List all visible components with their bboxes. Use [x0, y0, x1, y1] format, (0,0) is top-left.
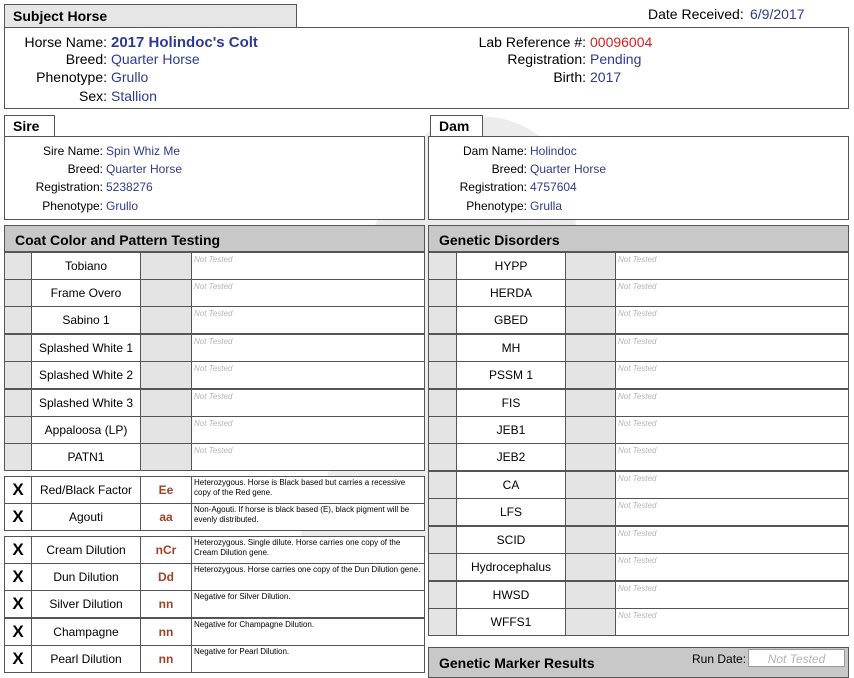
result-description: Negative for Champagne Dilution. [191, 618, 425, 646]
disorder-result: Not Tested [615, 389, 849, 417]
subject-section-title: Subject Horse [13, 8, 108, 24]
disorder-name: GBED [456, 306, 566, 334]
sex-value: Stallion [111, 88, 157, 104]
genotype-cell [140, 443, 192, 471]
disorder-result: Not Tested [615, 416, 849, 444]
coat-untested-row [4, 361, 425, 389]
coat-untested-row [4, 443, 425, 471]
mark-cell [428, 553, 457, 581]
result-description: Heterozygous. Horse is Black based but carries a recessive copy of the Red gene. [191, 476, 425, 504]
genotype-cell [565, 443, 616, 471]
genotype-cell [565, 471, 616, 499]
result-description: Heterozygous. Horse carries one copy of the Dun Dilution gene. [191, 563, 425, 591]
dam-breed-value: Quarter Horse [530, 162, 607, 176]
sire-phenotype-label: Phenotype: [42, 199, 103, 213]
disorder-name: JEB1 [456, 416, 566, 444]
run-date-label: Run Date: [692, 652, 747, 666]
mark-cell [428, 306, 457, 334]
genotype-cell [565, 389, 616, 417]
dam-registration-label: Registration: [459, 180, 527, 194]
breed-label: Breed: [65, 51, 107, 67]
test-name: Silver Dilution [31, 590, 141, 618]
sire-section-tab [4, 115, 55, 137]
test-name: Appaloosa (LP) [31, 416, 141, 444]
result-description: Heterozygous. Single dilute. Horse carries one copy of the Cream Dilution gene. [191, 536, 425, 564]
disorder-result: Not Tested [615, 279, 849, 307]
disorder-row [428, 389, 849, 417]
lab-ref-value: 00096004 [590, 34, 653, 50]
mark-cell [428, 252, 457, 280]
date-received-label: Date Received: [648, 6, 744, 22]
mark-cell [428, 279, 457, 307]
result-description: Negative for Silver Dilution. [191, 590, 425, 618]
disorder-row [428, 416, 849, 444]
test-result: Not Tested [191, 252, 425, 280]
coat-tested-row [4, 536, 425, 564]
disorder-result: Not Tested [615, 553, 849, 581]
result-description: Negative for Pearl Dilution. [191, 645, 425, 673]
tested-x-mark: X [4, 476, 32, 504]
genotype-value: aa [140, 503, 192, 531]
genotype-cell [140, 306, 192, 334]
coat-tested-row [4, 476, 425, 504]
mark-cell [4, 416, 32, 444]
run-date-field [748, 649, 845, 667]
test-result: Not Tested [191, 306, 425, 334]
birth-label: Birth: [553, 69, 586, 85]
disorder-row [428, 443, 849, 471]
genotype-cell [565, 306, 616, 334]
disorder-result: Not Tested [615, 581, 849, 609]
dam-registration-value: 4757604 [530, 180, 577, 194]
test-name: Pearl Dilution [31, 645, 141, 673]
tested-x-mark: X [4, 503, 32, 531]
coat-untested-row [4, 416, 425, 444]
disorders-section-header [428, 225, 849, 252]
mark-cell [428, 471, 457, 499]
test-name: Splashed White 3 [31, 389, 141, 417]
mark-cell [4, 389, 32, 417]
mark-cell [4, 361, 32, 389]
disorder-name: MH [456, 334, 566, 362]
genotype-cell [565, 416, 616, 444]
disorder-result: Not Tested [615, 471, 849, 499]
dam-name-value: Holindoc [530, 144, 577, 158]
mark-cell [428, 443, 457, 471]
coat-untested-row [4, 389, 425, 417]
mark-cell [428, 389, 457, 417]
horse-name-value: 2017 Holindoc's Colt [111, 34, 258, 51]
disorder-row [428, 361, 849, 389]
genotype-value: nn [140, 590, 192, 618]
genotype-cell [565, 252, 616, 280]
disorder-name: HERDA [456, 279, 566, 307]
tested-x-mark: X [4, 563, 32, 591]
sire-registration-label: Registration: [35, 180, 103, 194]
disorder-row [428, 581, 849, 609]
disorder-name: LFS [456, 498, 566, 526]
disorder-result: Not Tested [615, 443, 849, 471]
disorder-result: Not Tested [615, 526, 849, 554]
genotype-value: Dd [140, 563, 192, 591]
dam-phenotype-value: Grulla [530, 199, 563, 213]
genotype-cell [140, 361, 192, 389]
test-name: Tobiano [31, 252, 141, 280]
horse-name-label: Horse Name: [24, 34, 107, 50]
mark-cell [4, 443, 32, 471]
disorder-row [428, 553, 849, 581]
sex-label: Sex: [78, 88, 107, 104]
mark-cell [428, 416, 457, 444]
test-result: Not Tested [191, 443, 425, 471]
genotype-cell [565, 608, 616, 636]
mark-cell [428, 498, 457, 526]
disorder-result: Not Tested [615, 306, 849, 334]
phenotype-label: Phenotype: [36, 69, 107, 85]
genotype-cell [565, 526, 616, 554]
dam-phenotype-label: Phenotype: [466, 199, 527, 213]
disorders-section-title: Genetic Disorders [439, 232, 560, 248]
disorder-row [428, 526, 849, 554]
genotype-cell [140, 416, 192, 444]
genotype-cell [565, 553, 616, 581]
test-result: Not Tested [191, 334, 425, 362]
dam-breed-label: Breed: [491, 162, 527, 176]
disorder-name: JEB2 [456, 443, 566, 471]
genotype-cell [140, 252, 192, 280]
sire-name-label: Sire Name: [42, 144, 103, 158]
test-name: Frame Overo [31, 279, 141, 307]
subject-section-tab [4, 4, 297, 28]
test-result: Not Tested [191, 361, 425, 389]
sire-phenotype-value: Grullo [106, 199, 139, 213]
coat-untested-row [4, 252, 425, 280]
disorder-name: WFFS1 [456, 608, 566, 636]
disorder-result: Not Tested [615, 361, 849, 389]
dam-section-title: Dam [439, 118, 470, 134]
test-name: Cream Dilution [31, 536, 141, 564]
disorder-row [428, 471, 849, 499]
sire-breed-value: Quarter Horse [106, 162, 183, 176]
genotype-value: nn [140, 618, 192, 646]
phenotype-value: Grullo [111, 69, 149, 85]
mark-cell [4, 306, 32, 334]
genotype-cell [565, 498, 616, 526]
disorder-name: HWSD [456, 581, 566, 609]
disorder-result: Not Tested [615, 334, 849, 362]
sire-registration-value: 5238276 [106, 180, 153, 194]
test-result: Not Tested [191, 416, 425, 444]
disorder-result: Not Tested [615, 608, 849, 636]
disorder-row [428, 306, 849, 334]
coat-tested-row [4, 590, 425, 618]
genotype-value: nn [140, 645, 192, 673]
mark-cell [4, 334, 32, 362]
mark-cell [4, 279, 32, 307]
lab-ref-label: Lab Reference #: [478, 34, 586, 50]
tested-x-mark: X [4, 645, 32, 673]
tested-x-mark: X [4, 590, 32, 618]
test-name: Agouti [31, 503, 141, 531]
test-result: Not Tested [191, 389, 425, 417]
registration-value: Pending [590, 51, 642, 67]
mark-cell [4, 252, 32, 280]
run-date-value: Not Tested [767, 652, 826, 666]
genotype-cell [565, 279, 616, 307]
disorder-name: FIS [456, 389, 566, 417]
test-result: Not Tested [191, 279, 425, 307]
mark-cell [428, 361, 457, 389]
genotype-cell [140, 389, 192, 417]
coat-untested-row [4, 334, 425, 362]
result-description: Non-Agouti. If horse is black based (E), black pigment will be evenly distributed. [191, 503, 425, 531]
dam-section-tab [430, 115, 483, 137]
tested-x-mark: X [4, 536, 32, 564]
disorder-row [428, 334, 849, 362]
sire-breed-label: Breed: [67, 162, 103, 176]
coat-section-header [4, 225, 425, 252]
registration-label: Registration: [507, 51, 586, 67]
date-received-value: 6/9/2017 [750, 6, 805, 22]
disorder-name: CA [456, 471, 566, 499]
disorder-name: SCID [456, 526, 566, 554]
disorder-result: Not Tested [615, 252, 849, 280]
test-name: Red/Black Factor [31, 476, 141, 504]
test-name: PATN1 [31, 443, 141, 471]
coat-untested-row [4, 306, 425, 334]
test-name: Sabino 1 [31, 306, 141, 334]
mark-cell [428, 581, 457, 609]
coat-tested-row [4, 618, 425, 646]
disorder-name: PSSM 1 [456, 361, 566, 389]
test-name: Splashed White 1 [31, 334, 141, 362]
genotype-cell [565, 334, 616, 362]
markers-section-title: Genetic Marker Results [439, 655, 595, 671]
dam-name-label: Dam Name: [462, 144, 527, 158]
genotype-cell [140, 279, 192, 307]
breed-value: Quarter Horse [111, 51, 200, 67]
test-name: Champagne [31, 618, 141, 646]
coat-untested-row [4, 279, 425, 307]
disorder-name: HYPP [456, 252, 566, 280]
disorder-row [428, 608, 849, 636]
coat-section-title: Coat Color and Pattern Testing [15, 232, 221, 248]
genotype-cell [565, 361, 616, 389]
genotype-value: nCr [140, 536, 192, 564]
coat-tested-row [4, 563, 425, 591]
sire-section-title: Sire [13, 118, 40, 134]
test-name: Dun Dilution [31, 563, 141, 591]
genotype-cell [565, 581, 616, 609]
genotype-value: Ee [140, 476, 192, 504]
genotype-cell [140, 334, 192, 362]
mark-cell [428, 334, 457, 362]
tested-x-mark: X [4, 618, 32, 646]
disorder-row [428, 498, 849, 526]
disorder-name: Hydrocephalus [456, 553, 566, 581]
coat-tested-row [4, 645, 425, 673]
disorder-row [428, 252, 849, 280]
mark-cell [428, 608, 457, 636]
coat-tested-row [4, 503, 425, 531]
disorder-result: Not Tested [615, 498, 849, 526]
birth-value: 2017 [590, 69, 622, 85]
mark-cell [428, 526, 457, 554]
test-name: Splashed White 2 [31, 361, 141, 389]
sire-name-value: Spin Whiz Me [106, 144, 181, 158]
disorder-row [428, 279, 849, 307]
